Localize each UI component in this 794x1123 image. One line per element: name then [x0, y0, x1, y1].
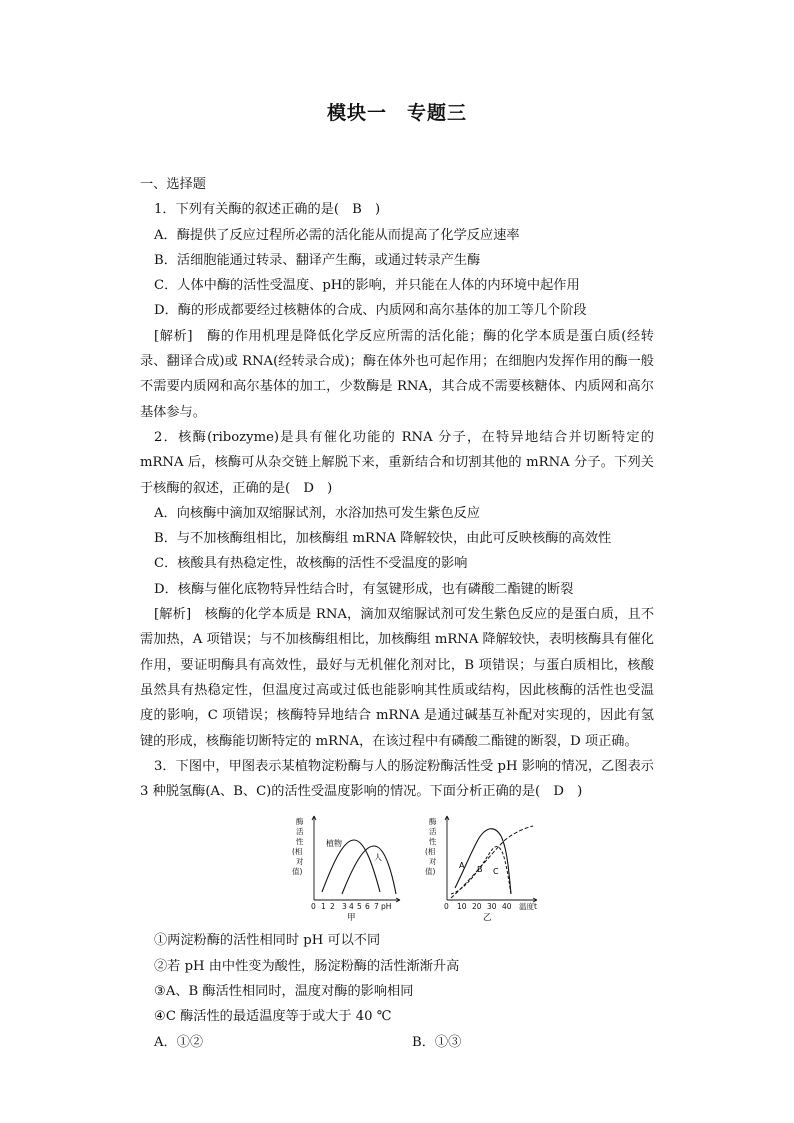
question-1-option-c: C．人体中酶的活性受温度、pH的影响，并只能在人体的内环境中起作用 — [154, 278, 580, 294]
figure-jia — [292, 812, 412, 922]
ylabel-char: 活 — [296, 827, 304, 837]
question-3-options — [140, 1030, 654, 1055]
figure-yi — [425, 812, 560, 922]
ylabel-char: 值) — [425, 867, 436, 877]
title-module: 模块一 — [326, 102, 387, 124]
curve-label-b: B — [477, 865, 483, 875]
ylabel-char: 酶 — [296, 817, 304, 827]
tick-label: 30 — [487, 902, 497, 912]
section-heading: 一、选择题 — [140, 177, 206, 192]
figures-row — [140, 812, 654, 922]
question-1-analysis — [140, 324, 654, 425]
curve-label-human: 人 — [374, 853, 382, 863]
ylabel-char: 性 — [296, 837, 304, 847]
figure-yi-ylabel — [425, 816, 437, 876]
tick-label: 1 — [321, 902, 326, 912]
analysis-text: 核酶的化学本质是 RNA，滴加双缩脲试剂可发生紫色反应的是蛋白质，且不需加热，A 项错误；与不加核酶组相比，加核酶组 mRNA 降解较快，表明核酶具有催化作用，要证明酶具有高效性，最好与无机催化剂对比，B 项错误；与蛋白质相比，核酸虽然具有热稳定性，但温度过高或过低也能影响其性质或结构，因此核酶的活性也受温度的影响，C 项错误；核酶特异地结合 mRNA 是通过碱基互补配对实现的，因此有氢键的形成，核酶能切断特定的 mRNA，在该过程中有磷酸二酯键的断裂，D 项正确。 — [140, 607, 655, 749]
figure-jia-ticks — [311, 902, 391, 911]
tick-label: 0 — [444, 902, 449, 912]
curve-label-plant: 植物 — [326, 839, 342, 849]
document-body — [140, 172, 654, 1055]
ylabel-char: (相 — [292, 847, 303, 857]
tick-label: 10 — [457, 902, 467, 912]
x-axis-unit: 温度t — [519, 902, 537, 912]
question-3-statement-2: ②若 pH 由中性变为酸性，肠淀粉酶的活性渐渐升高 — [154, 958, 460, 974]
question-1-stem: 1．下列有关酶的叙述正确的是( B ) — [154, 202, 381, 218]
question-3-statement-3: ③A、B 酶活性相同时，温度对酶的影响相同 — [154, 984, 414, 1000]
question-2-analysis — [140, 602, 654, 754]
question-2-option-c: C．核酸具有热稳定性，故核酶的活性不受温度的影响 — [154, 556, 468, 572]
ylabel-char: 性 — [429, 837, 437, 847]
ylabel-char: 值) — [292, 867, 303, 877]
figure-caption: 甲 — [347, 913, 356, 923]
analysis-label: [解析] — [154, 607, 192, 623]
question-2-stem: 2．核酶(ribozyme)是具有催化功能的 RNA 分子，在特异地结合并切断特定的 mRNA 后，核酶可从杂交链上解脱下来，重新结合和切割其他的 mRNA 分子。下列关于核酶的叙述，正确的是( D ) — [140, 429, 654, 496]
question-1-option-b: B．活细胞能通过转录、翻译产生酶，或通过转录产生酶 — [154, 252, 481, 268]
question-2-option-a: A．向核酶中滴加双缩脲试剂，水浴加热可发生紫色反应 — [154, 505, 481, 521]
ylabel-char: 活 — [429, 827, 437, 837]
analysis-label: [解析] — [154, 328, 193, 344]
question-1-option-a: A．酶提供了反应过程所必需的活化能从而提高了化学反应速率 — [154, 227, 520, 243]
tick-label: 0 — [311, 902, 316, 912]
question-2-option-d: D．核酶与催化底物特异性结合时，有氢键形成，也有磷酸二酯键的断裂 — [154, 581, 574, 597]
question-3-statement-1: ①两淀粉酶的活性相同时 pH 可以不同 — [154, 933, 381, 949]
ylabel-char: 酶 — [429, 817, 437, 827]
figure-yi-ticks — [444, 901, 537, 911]
page-title — [0, 98, 794, 125]
ylabel-char: (相 — [425, 847, 436, 857]
title-topic: 专题三 — [407, 102, 468, 124]
tick-label: 7 — [374, 902, 379, 912]
question-3-statement-4: ④C 酶活性的最适温度等于或大于 40 ℃ — [154, 1009, 392, 1025]
figure-jia-ylabel — [292, 816, 304, 876]
question-3-stem: 3．下图中，甲图表示某植物淀粉酶与人的肠淀粉酶活性受 pH 影响的情况，乙图表示 3 种脱氢酶(A、B、C)的活性受温度影响的情况。下面分析正确的是( D ) — [140, 758, 654, 800]
figure-caption: 乙 — [483, 913, 492, 923]
curve-label-c: C — [493, 867, 499, 877]
ylabel-char: 对 — [296, 857, 304, 867]
human-curve — [342, 846, 396, 894]
question-2-option-b: B．与不加核酶组相比，加核酶组 mRNA 降解较快，由此可反映核酶的高效性 — [154, 531, 612, 547]
question-1-option-d: D．酶的形成都要经过核糖体的合成、内质网和高尔基体的加工等几个阶段 — [154, 303, 587, 319]
question-3-option-a: A．①② — [154, 1034, 204, 1050]
tick-label: pH — [381, 902, 392, 912]
tick-label: 5 — [357, 902, 362, 912]
question-3-option-b: B．①③ — [412, 1034, 462, 1050]
curve-label-a: A — [459, 861, 465, 871]
tick-label: 20 — [472, 902, 482, 912]
tick-label: 40 — [502, 902, 512, 912]
tick-label: 2 — [330, 902, 335, 912]
analysis-text: 酶的作用机理是降低化学反应所需的活化能；酶的化学本质是蛋白质(经转录、翻译合成)或 RNA(经转录合成)；酶在体外也可起作用；在细胞内发挥作用的酶一般不需要内质网和高尔基体的加工，少数酶是 RNA，其合成不需要核糖体、内质网和高尔基体参与。 — [140, 328, 654, 420]
ylabel-char: 对 — [429, 857, 437, 867]
tick-label: 6 — [365, 902, 370, 912]
tick-label: 3 — [342, 902, 347, 912]
tick-label: 4 — [349, 902, 354, 912]
